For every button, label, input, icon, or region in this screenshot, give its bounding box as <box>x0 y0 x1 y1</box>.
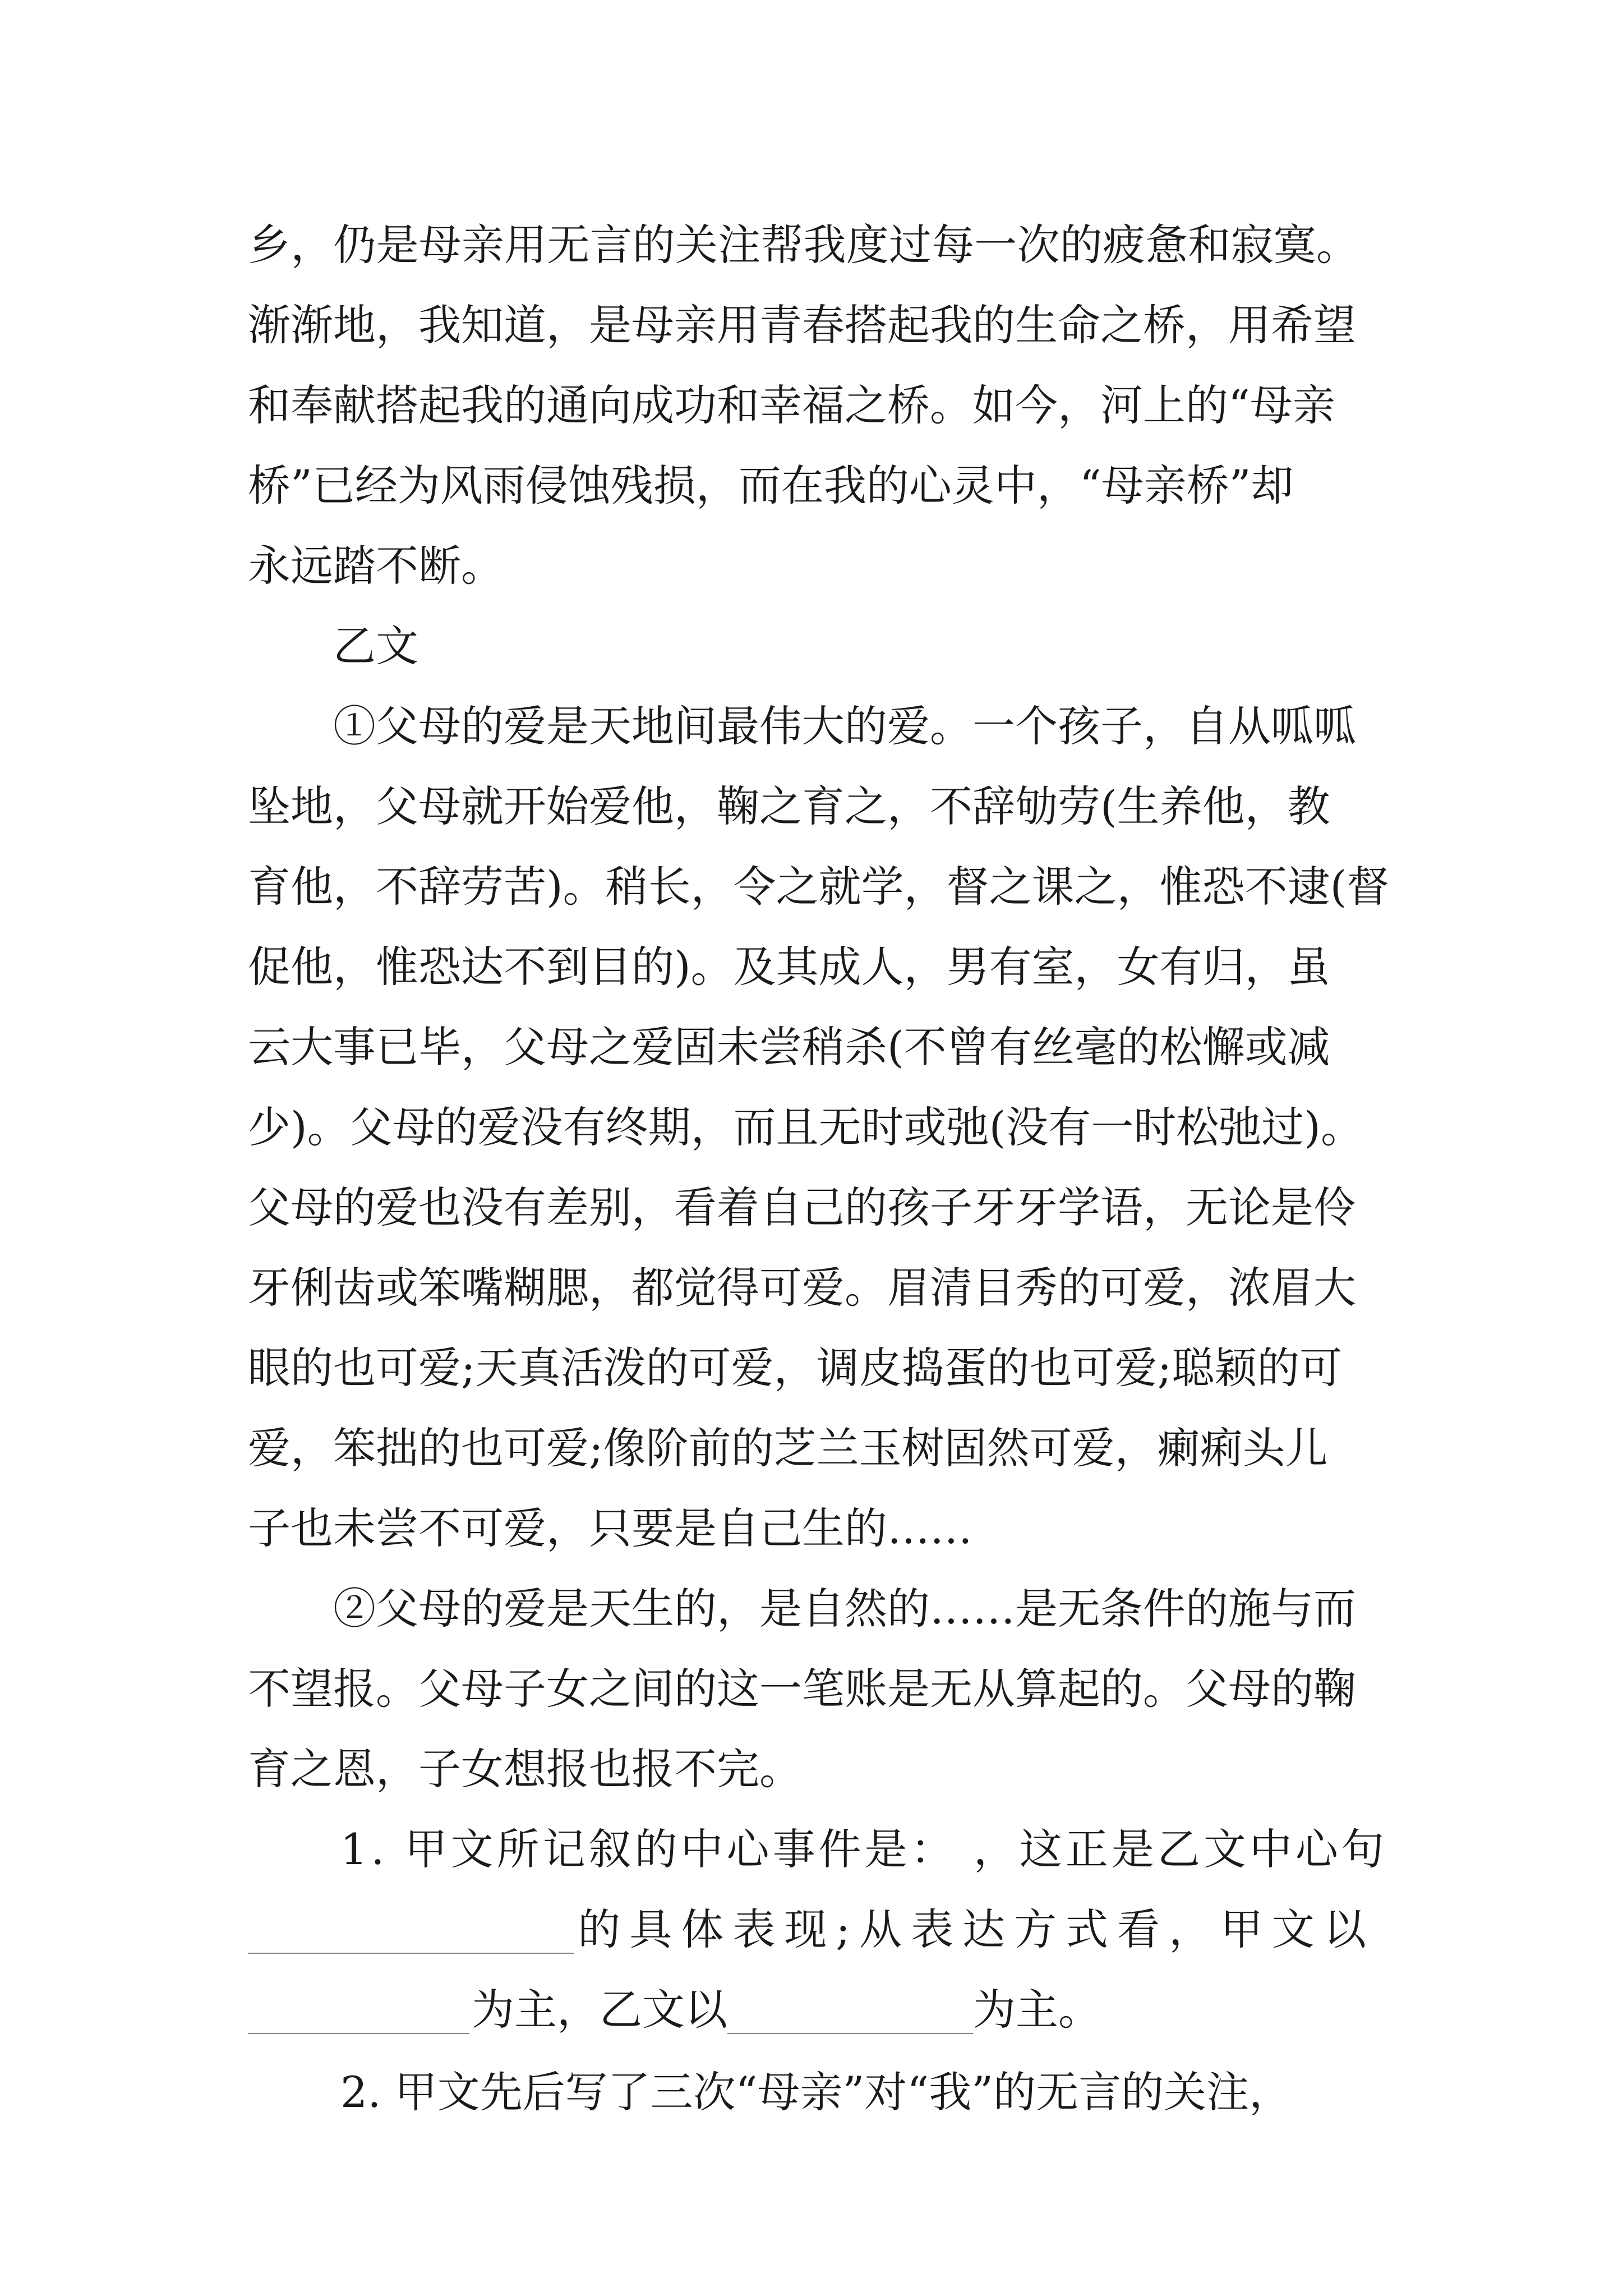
text-line: ①父母的爱是天地间最伟大的爱。一个孩子，自从呱呱 <box>333 701 1356 751</box>
text-line: 少)。父母的爱没有终期，而且无时或弛(没有一时松弛过)。 <box>248 1102 1363 1152</box>
answer-blank[interactable] <box>248 1953 574 1954</box>
text-line: 不望报。父母子女之间的这一笔账是无从算起的。父母的鞠 <box>248 1664 1356 1714</box>
question-2-line-1: 2. 甲文先后写了三次“母亲”对“我”的无言的关注， <box>340 2067 1292 2117</box>
question-1-line-1: 1. 甲文所记叙的中心事件是： ，这正是乙文中心句 <box>340 1824 1387 1874</box>
text-line: 和奉献搭起我的通向成功和幸福之桥。如今，河上的“母亲 <box>248 380 1335 430</box>
text-line: 牙俐齿或笨嘴糊腮，都觉得可爱。眉清目秀的可爱，浓眉大 <box>248 1263 1356 1313</box>
section-heading: 乙文 <box>333 621 418 671</box>
answer-blank[interactable] <box>727 2033 973 2034</box>
text-line: 育之恩，子女想报也报不完。 <box>248 1744 802 1794</box>
text-line: 父母的爱也没有差别，看着自己的孩子牙牙学语，无论是伶 <box>248 1182 1356 1232</box>
text-line: 云大事已毕，父母之爱固未尝稍杀(不曾有丝毫的松懈或减 <box>248 1022 1330 1072</box>
answer-blank[interactable] <box>248 2033 469 2034</box>
question-1-line-2 <box>248 1889 1375 1970</box>
text-line: 育他，不辞劳苦)。稍长，令之就学，督之课之，惟恐不逮(督 <box>248 862 1390 912</box>
question-1-text: 为主，乙文以 <box>472 1985 727 2035</box>
text-line: 乡，仍是母亲用无言的关注帮我度过每一次的疲惫和寂寞。 <box>248 220 1359 270</box>
document-body <box>248 205 1390 2132</box>
question-1-text: 为主。 <box>973 1985 1101 2035</box>
text-line: 桥”已经为风雨侵蚀残损，而在我的心灵中，“母亲桥”却 <box>248 461 1294 510</box>
text-line: 永远踏不断。 <box>248 541 504 591</box>
question-1-text: 的具体表现;从表达方式看，甲文以 <box>578 1904 1375 1954</box>
text-line: 促他，惟恐达不到目的)。及其成人，男有室，女有归，虽 <box>248 942 1330 992</box>
text-line: 爱，笨拙的也可爱;像阶前的芝兰玉树固然可爱，瘌痢头儿 <box>248 1423 1328 1473</box>
text-line: ②父母的爱是天生的，是自然的……是无条件的施与而 <box>333 1584 1356 1634</box>
text-line: 子也未尝不可爱，只要是自己生的…… <box>248 1503 972 1553</box>
text-line: 坠地，父母就开始爱他，鞠之育之，不辞劬劳(生养他，教 <box>248 781 1330 831</box>
text-line: 眼的也可爱;天真活泼的可爱，调皮捣蛋的也可爱;聪颖的可 <box>248 1343 1343 1393</box>
question-1-line-3 <box>248 1970 1375 2050</box>
text-line: 渐渐地，我知道，是母亲用青春搭起我的生命之桥，用希望 <box>248 300 1356 350</box>
